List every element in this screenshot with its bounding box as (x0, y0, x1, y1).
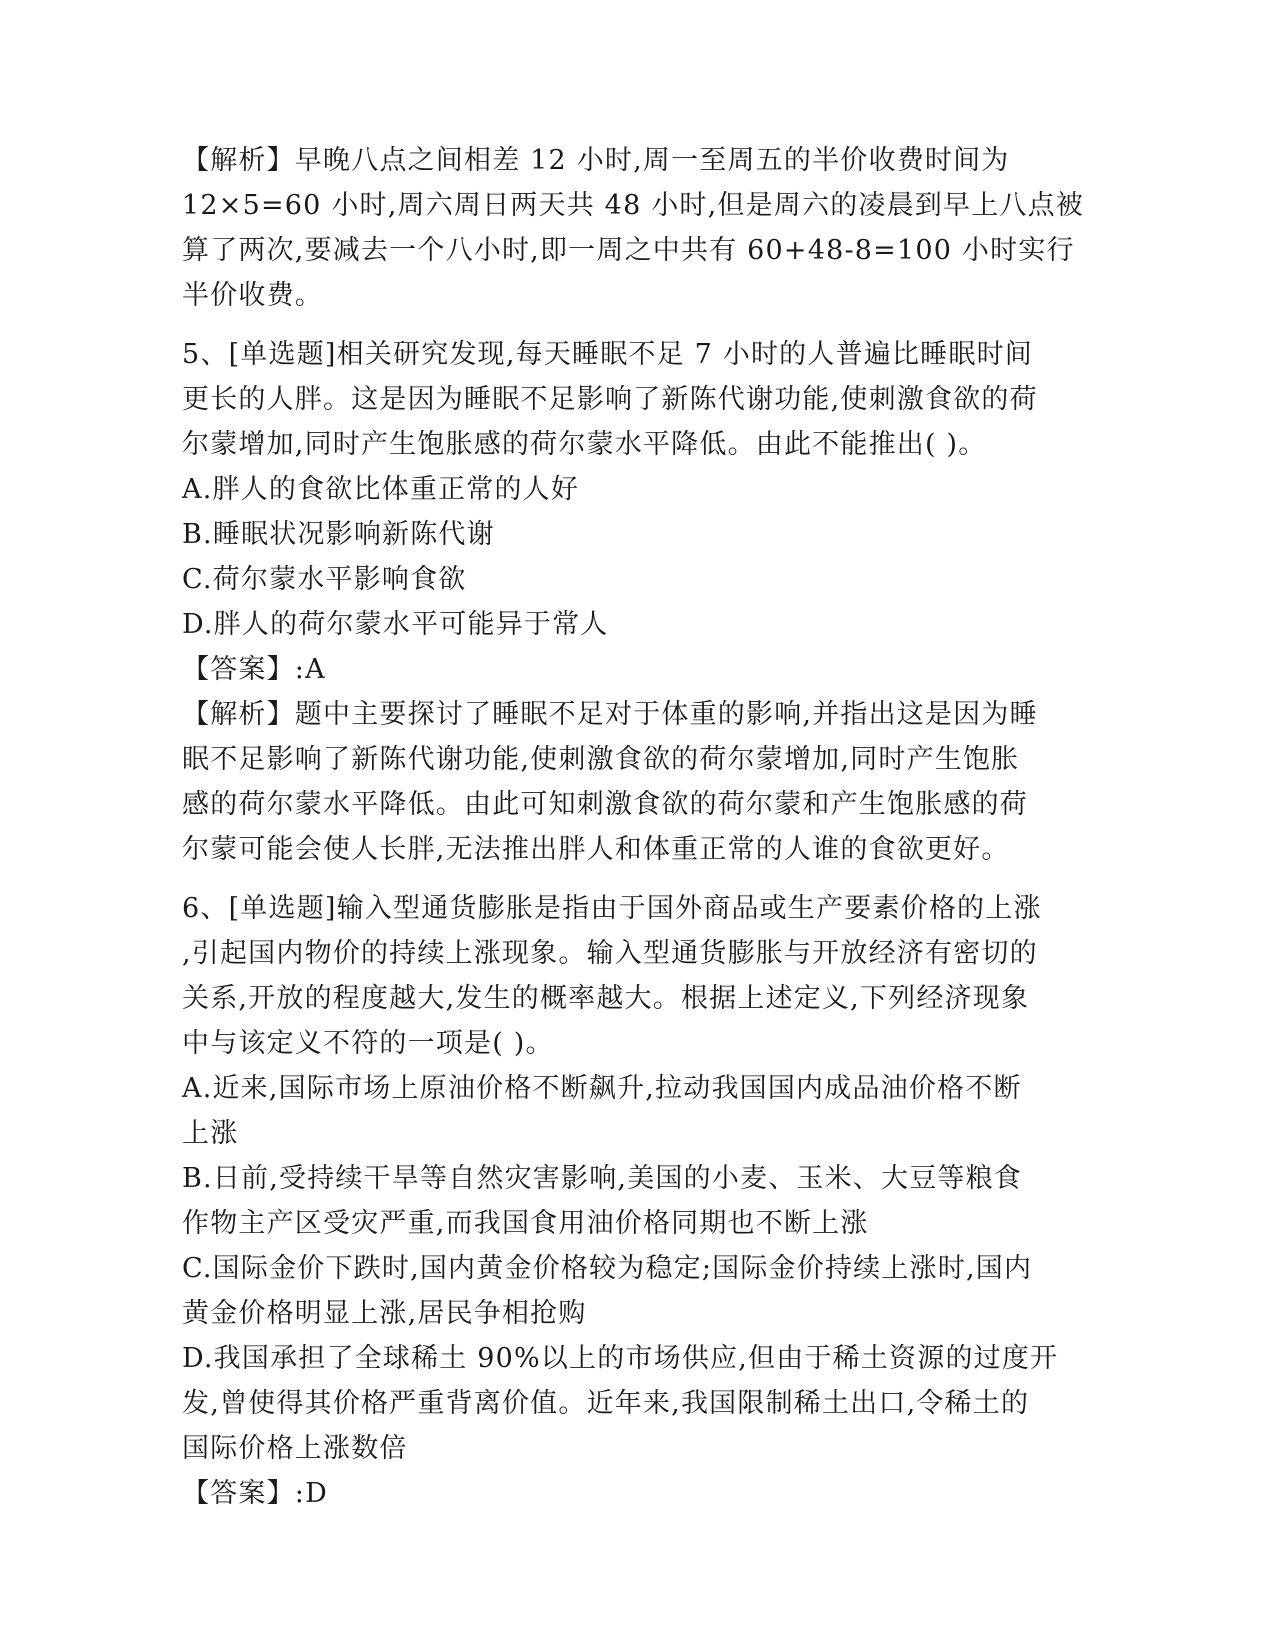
option-text: D.我国承担了全球稀土 90%以上的市场供应,但由于稀土资源的过度开 (182, 1343, 1059, 1374)
option-text: B.日前,受持续干旱等自然灾害影响,美国的小麦、玉米、大豆等粮食 (182, 1163, 1022, 1194)
question-stem-line: ,引起国内物价的持续上涨现象。输入型通货膨胀与开放经济有密切的 (182, 938, 1038, 969)
prev-analysis (182, 138, 1085, 318)
option-text: C.荷尔蒙水平影响食欲 (182, 564, 467, 595)
question-5-stem (182, 332, 1062, 467)
analysis-line: 眠不足影响了新陈代谢功能,使刺激食欲的荷尔蒙增加,同时产生饱胀 (182, 744, 1020, 775)
question-stem-line: 6、[单选题]输入型通货膨胀是指由于国外商品或生产要素价格的上涨 (182, 893, 1042, 924)
prev-analysis-line: 【解析】早晚八点之间相差 12 小时,周一至周五的半价收费时间为 (182, 145, 1010, 176)
question-6-answer (182, 1471, 1062, 1516)
question-5-option-a (182, 467, 1062, 512)
prev-analysis-line: 半价收费。 (182, 280, 323, 311)
question-6-option-c (182, 1246, 1062, 1336)
question-stem-line: 5、[单选题]相关研究发现,每天睡眠不足 7 小时的人普遍比睡眠时间 (182, 339, 1033, 370)
question-stem-line: 更长的人胖。这是因为睡眠不足影响了新陈代谢功能,使刺激食欲的荷 (182, 384, 1038, 415)
option-text: C.国际金价下跌时,国内黄金价格较为稳定;国际金价持续上涨时,国内 (182, 1253, 1033, 1284)
question-5-option-b (182, 512, 1062, 557)
option-text: 黄金价格明显上涨,居民争相抢购 (182, 1298, 587, 1329)
document-content (182, 138, 1085, 1516)
question-6-stem (182, 886, 1062, 1066)
option-text: 国际价格上涨数倍 (182, 1433, 408, 1464)
option-text: A.胖人的食欲比体重正常的人好 (182, 474, 580, 505)
prev-analysis-line: 12×5=60 小时,周六周日两天共 48 小时,但是周六的凌晨到早上八点被 (182, 190, 1085, 221)
question-5-answer (182, 647, 1062, 692)
question-5 (182, 332, 1062, 872)
question-6-option-b (182, 1156, 1062, 1246)
analysis-line: 尔蒙可能会使人长胖,无法推出胖人和体重正常的人谁的食欲更好。 (182, 834, 1010, 865)
option-text: 上涨 (182, 1118, 239, 1149)
question-6 (182, 886, 1062, 1516)
option-text: B.睡眠状况影响新陈代谢 (182, 519, 495, 550)
option-text: A.近来,国际市场上原油价格不断飙升,拉动我国国内成品油价格不断 (182, 1073, 1022, 1104)
question-6-option-d (182, 1336, 1062, 1471)
question-5-option-d (182, 602, 1062, 647)
question-stem-line: 中与该定义不符的一项是( )。 (182, 1028, 554, 1059)
answer-text: 【答案】:D (182, 1478, 328, 1509)
option-text: 作物主产区受灾严重,而我国食用油价格同期也不断上涨 (182, 1208, 869, 1239)
option-text: 发,曾使得其价格严重背离价值。近年来,我国限制稀土出口,令稀土的 (182, 1388, 1030, 1419)
question-stem-line: 关系,开放的程度越大,发生的概率越大。根据上述定义,下列经济现象 (182, 983, 1030, 1014)
answer-text: 【答案】:A (182, 654, 326, 685)
question-6-option-a (182, 1066, 1062, 1156)
option-text: D.胖人的荷尔蒙水平可能异于常人 (182, 609, 609, 640)
analysis-line: 【解析】题中主要探讨了睡眠不足对于体重的影响,并指出这是因为睡 (182, 699, 1038, 730)
question-5-option-c (182, 557, 1062, 602)
analysis-line: 感的荷尔蒙水平降低。由此可知刺激食欲的荷尔蒙和产生饱胀感的荷 (182, 789, 1028, 820)
prev-analysis-line: 算了两次,要减去一个八小时,即一周之中共有 60+48-8=100 小时实行 (182, 235, 1075, 266)
question-5-analysis (182, 692, 1062, 872)
question-stem-line: 尔蒙增加,同时产生饱胀感的荷尔蒙水平降低。由此不能推出( )。 (182, 429, 987, 460)
